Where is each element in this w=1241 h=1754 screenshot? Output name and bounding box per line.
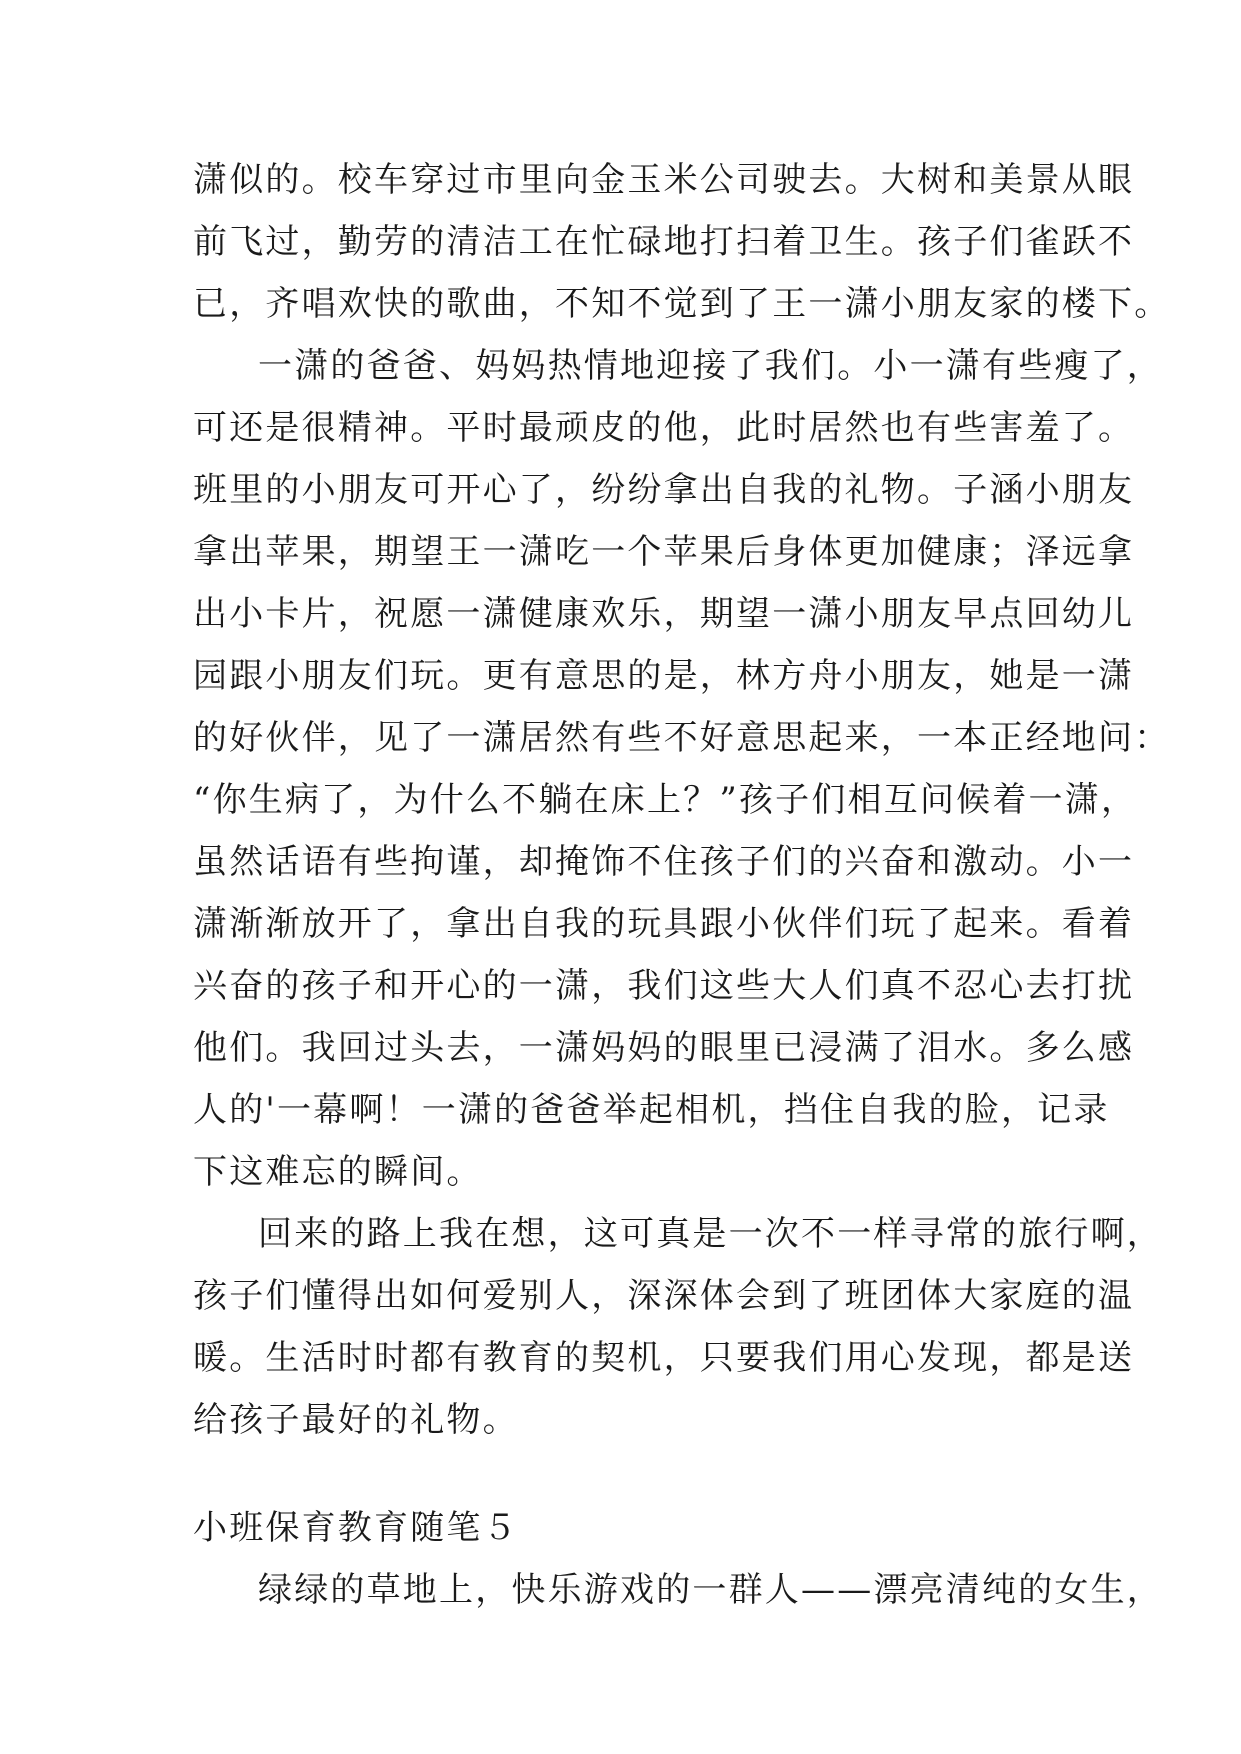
paragraph-line: 出小卡片，祝愿一潇健康欢乐，期望一潇小朋友早点回幼儿: [193, 594, 1135, 634]
paragraph-line: 孩子们懂得出如何爱别人，深深体会到了班团体大家庭的温: [193, 1276, 1135, 1316]
paragraph-line: 绿绿的草地上，快乐游戏的一群人——漂亮清纯的女生，: [258, 1570, 1163, 1610]
paragraph-line: 潇似的。校车穿过市里向金玉米公司驶去。大树和美景从眼: [193, 160, 1135, 200]
paragraph-line: 已，齐唱欢快的歌曲，不知不觉到了王一潇小朋友家的楼下。: [193, 284, 1171, 324]
paragraph-line: 潇渐渐放开了，拿出自我的玩具跟小伙伴们玩了起来。看着: [193, 904, 1135, 944]
paragraph-line: 兴奋的孩子和开心的一潇，我们这些大人们真不忍心去打扰: [193, 966, 1135, 1006]
paragraph-line: 虽然话语有些拘谨，却掩饰不住孩子们的兴奋和激动。小一: [193, 842, 1135, 882]
paragraph-line: 前飞过，勤劳的清洁工在忙碌地打扫着卫生。孩子们雀跃不: [193, 222, 1135, 262]
paragraph-line: 人的'一幕啊！一潇的爸爸举起相机，挡住自我的脸，记录: [193, 1090, 1110, 1130]
paragraph-line: 可还是很精神。平时最顽皮的他，此时居然也有些害羞了。: [193, 408, 1135, 448]
paragraph-line: 回来的路上我在想，这可真是一次不一样寻常的旅行啊，: [258, 1214, 1163, 1254]
paragraph-line: 的好伙伴，见了一潇居然有些不好意思起来，一本正经地问：: [193, 718, 1171, 758]
paragraph-line: 一潇的爸爸、妈妈热情地迎接了我们。小一潇有些瘦了，: [258, 346, 1163, 386]
paragraph-line: 下这难忘的瞬间。: [193, 1152, 483, 1192]
section-heading: 小班保育教育随笔５: [193, 1508, 519, 1548]
paragraph-line: 暖。生活时时都有教育的契机，只要我们用心发现，都是送: [193, 1338, 1135, 1378]
paragraph-line: 班里的小朋友可开心了，纷纷拿出自我的礼物。子涵小朋友: [193, 470, 1135, 510]
paragraph-line: 给孩子最好的礼物。: [193, 1400, 519, 1440]
paragraph-line: 园跟小朋友们玩。更有意思的是，林方舟小朋友，她是一潇: [193, 656, 1135, 696]
paragraph-line: 他们。我回过头去，一潇妈妈的眼里已浸满了泪水。多么感: [193, 1028, 1135, 1068]
paragraph-line: 拿出苹果，期望王一潇吃一个苹果后身体更加健康；泽远拿: [193, 532, 1135, 572]
paragraph-line: “你生病了，为什么不躺在床上？”孩子们相互问候着一潇，: [193, 780, 1138, 820]
